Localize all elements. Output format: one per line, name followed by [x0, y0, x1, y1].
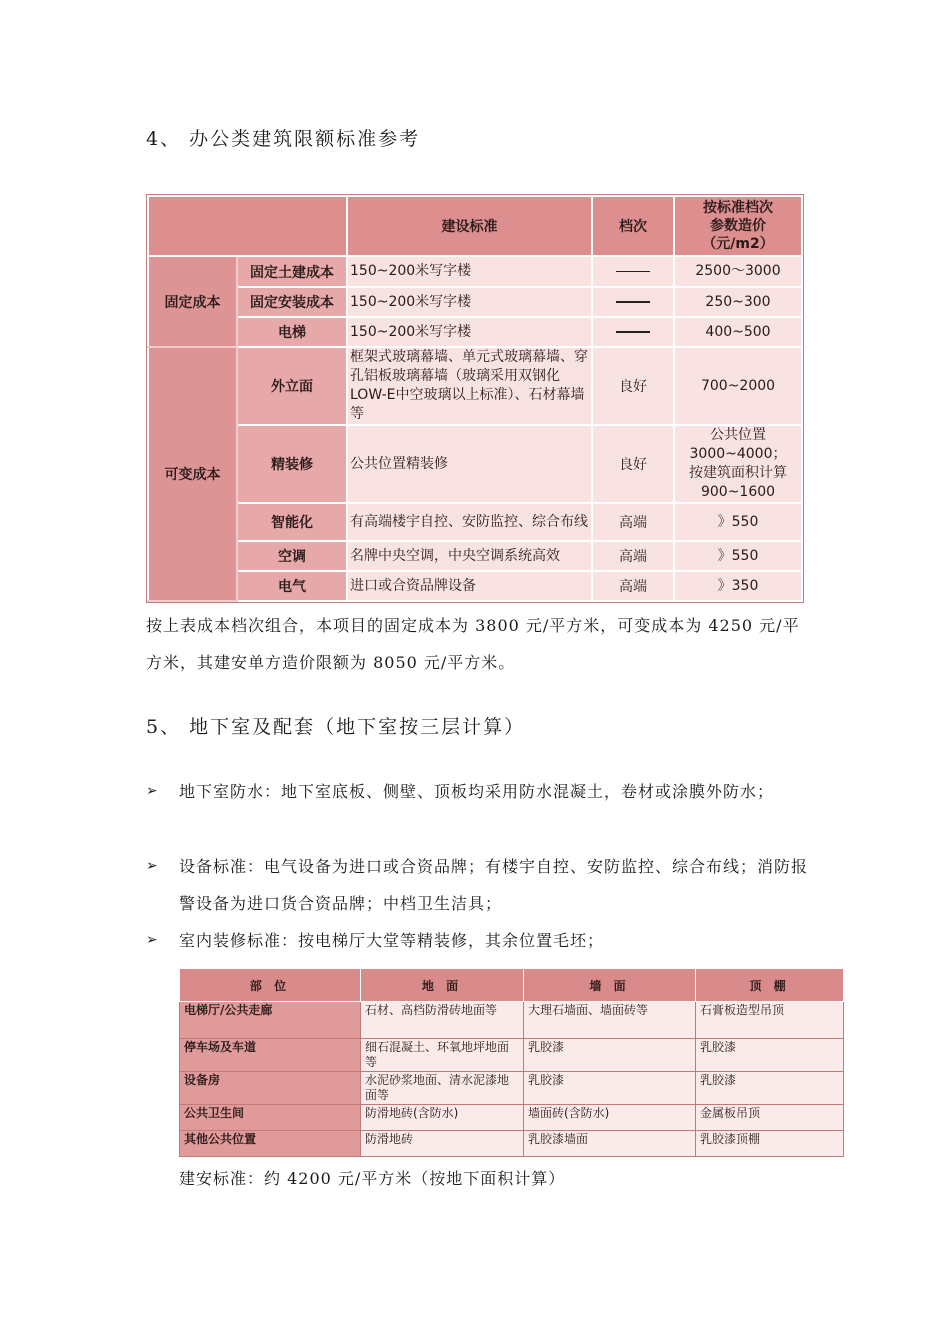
item-label: 外立面: [237, 347, 347, 425]
ceiling-cell: 乳胶漆: [696, 1072, 844, 1105]
item-label: 智能化: [237, 503, 347, 541]
section4-heading: 4、 办公类建筑限额标准参考: [146, 128, 421, 150]
header-part: 部 位: [180, 969, 361, 1002]
section4-summary: 按上表成本档次组合，本项目的固定成本为 3800 元/平方米，可变成本为 4250 元/平方米，其建安单方造价限额为 8050 元/平方米。: [146, 616, 800, 672]
row-label: 设备房: [180, 1072, 361, 1105]
item-standard: 框架式玻璃幕墙、单元式玻璃幕墙、穿孔铝板玻璃幕墙（玻璃采用双钢化LOW-E中空玻璃以上标准）、石材幕墙等: [347, 347, 592, 425]
category-variable: 可变成本: [148, 347, 237, 601]
header-ceiling: 顶 棚: [696, 969, 844, 1002]
item-standard: 150~200米写字楼: [347, 287, 592, 317]
table-row: [180, 1072, 844, 1105]
header-standard: 建设标准: [347, 196, 592, 256]
section5-footer: 建安标准：约 4200 元/平方米（按地下面积计算）: [179, 1169, 566, 1188]
item-level: [592, 317, 674, 347]
wall-cell: 乳胶漆: [524, 1039, 696, 1072]
wall-cell: 乳胶漆: [524, 1072, 696, 1105]
table-row: [180, 1131, 844, 1157]
header-floor: 地 面: [361, 969, 524, 1002]
item-price: 》550: [674, 541, 802, 571]
item-standard: 150~200米写字楼: [347, 317, 592, 347]
arrow-bullet-icon: ➢: [146, 932, 159, 948]
ceiling-cell: 乳胶漆: [696, 1039, 844, 1072]
item-price: 》550: [674, 503, 802, 541]
row-label: 停车场及车道: [180, 1039, 361, 1072]
ceiling-cell: 金属板吊顶: [696, 1105, 844, 1131]
table-row: [180, 1002, 844, 1039]
item-label: 固定土建成本: [237, 256, 347, 287]
bullet-waterproof: [146, 773, 816, 810]
arrow-bullet-icon: ➢: [146, 783, 159, 799]
item-label: 电气: [237, 571, 347, 601]
item-standard: 进口或合资品牌设备: [347, 571, 592, 601]
item-price: 250~300: [674, 287, 802, 317]
table-row: [148, 541, 802, 571]
section5-heading: 5、 地下室及配套（地下室按三层计算）: [146, 716, 526, 738]
table-row: [148, 571, 802, 601]
category-fixed: 固定成本: [148, 256, 237, 347]
item-label: 固定安装成本: [237, 287, 347, 317]
floor-cell: 水泥砂浆地面、清水泥漆地面等: [361, 1072, 524, 1105]
item-level: [592, 287, 674, 317]
header-blank: [148, 196, 347, 256]
wall-cell: 墙面砖(含防水): [524, 1105, 696, 1131]
row-label: 电梯厅/公共走廊: [180, 1002, 361, 1039]
item-level: [592, 256, 674, 287]
table-row: [148, 256, 802, 287]
floor-cell: 细石混凝土、环氧地坪地面等: [361, 1039, 524, 1072]
table-row: [148, 317, 802, 347]
row-label: 公共卫生间: [180, 1105, 361, 1131]
bullet-text: 地下室防水：地下室底板、侧壁、顶板均采用防水混凝土，卷材或涂膜外防水；: [179, 782, 775, 801]
table-row: [148, 503, 802, 541]
item-price: 400~500: [674, 317, 802, 347]
bullet-text: 设备标准：电气设备为进口或合资品牌；有楼宇自控、安防监控、综合布线；消防报警设备为进口货合资品牌；中档卫生洁具；: [179, 857, 809, 913]
floor-cell: 防滑地砖: [361, 1131, 524, 1157]
bullet-decoration: [146, 922, 816, 959]
header-level: 档次: [592, 196, 674, 256]
item-price: 公共位置 3000~4000； 按建筑面积计算 900~1600: [674, 425, 802, 503]
item-level: 高端: [592, 541, 674, 571]
table-row: [180, 1039, 844, 1072]
item-price: 2500～3000: [674, 256, 802, 287]
item-price: 700~2000: [674, 347, 802, 425]
item-label: 精装修: [237, 425, 347, 503]
floor-cell: 石材、高档防滑砖地面等: [361, 1002, 524, 1039]
row-label: 其他公共位置: [180, 1131, 361, 1157]
ceiling-cell: 石膏板造型吊顶: [696, 1002, 844, 1039]
header-wall: 墙 面: [524, 969, 696, 1002]
dash-mark: [616, 331, 650, 333]
header-price: 按标准档次 参数造价 （元/m2）: [674, 196, 802, 256]
item-standard: 150~200米写字楼: [347, 256, 592, 287]
ceiling-cell: 乳胶漆顶棚: [696, 1131, 844, 1157]
wall-cell: 乳胶漆墙面: [524, 1131, 696, 1157]
dash-mark: [616, 271, 650, 272]
table-row: [148, 287, 802, 317]
item-standard: 公共位置精装修: [347, 425, 592, 503]
dash-mark: [616, 301, 650, 303]
table-row: [148, 425, 802, 503]
item-level: 良好: [592, 347, 674, 425]
item-level: 良好: [592, 425, 674, 503]
item-label: 空调: [237, 541, 347, 571]
table-row: [148, 347, 802, 425]
item-level: 高端: [592, 571, 674, 601]
table-row: [180, 1105, 844, 1131]
item-price: 》350: [674, 571, 802, 601]
table-header-row: [148, 196, 802, 256]
item-level: 高端: [592, 503, 674, 541]
item-label: 电梯: [237, 317, 347, 347]
floor-cell: 防滑地砖(含防水): [361, 1105, 524, 1131]
item-standard: 名牌中央空调，中央空调系统高效: [347, 541, 592, 571]
office-cost-table: [147, 195, 803, 602]
bullet-equipment: [146, 848, 816, 922]
basement-finish-table: [179, 968, 844, 1157]
wall-cell: 大理石墙面、墙面砖等: [524, 1002, 696, 1039]
table-header-row: [180, 969, 844, 1002]
bullet-text: 室内装修标准：按电梯厅大堂等精装修，其余位置毛坯；: [179, 931, 605, 950]
arrow-bullet-icon: ➢: [146, 858, 159, 874]
item-standard: 有高端楼宇自控、安防监控、综合布线: [347, 503, 592, 541]
